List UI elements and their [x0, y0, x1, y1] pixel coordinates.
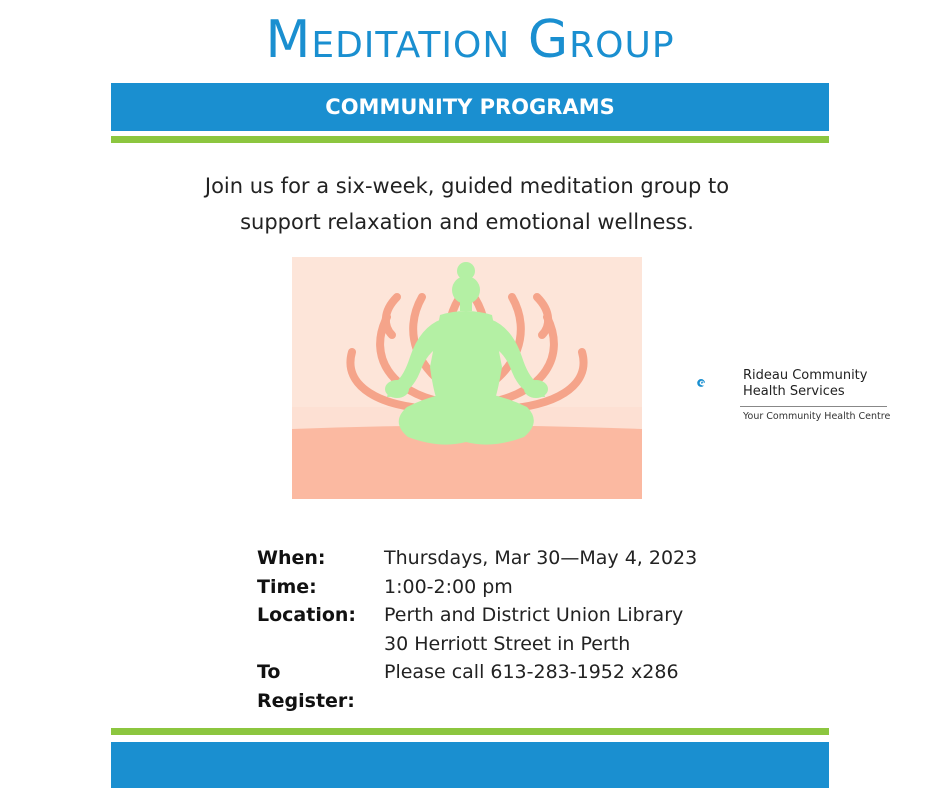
logo-name-line-1: Rideau Community: [743, 368, 868, 383]
bottom-blue-band: [111, 742, 829, 788]
meditation-illustration: [292, 257, 642, 499]
bottom-green-stripe: [111, 728, 829, 735]
top-green-stripe: [111, 136, 829, 143]
detail-label: Location:: [257, 604, 357, 626]
detail-row-location: [257, 601, 697, 630]
intro-text: [0, 168, 934, 240]
detail-value: Perth and District Union Library: [384, 604, 684, 626]
logo-tagline: Your Community Health Centre: [743, 411, 891, 422]
detail-value: 1:00-2:00 pm: [384, 575, 513, 598]
detail-label: When:: [257, 547, 326, 569]
detail-label: To Register:: [257, 661, 355, 712]
logo-divider: [740, 406, 887, 407]
detail-row-address: [257, 630, 697, 659]
detail-label: Time:: [257, 575, 317, 598]
detail-value: Thursdays, Mar 30—May 4, 2023: [384, 547, 698, 569]
logo-name-line-2: Health Services: [743, 384, 845, 399]
page-title: Meditation Group: [265, 10, 675, 70]
section-subtitle: COMMUNITY PROGRAMS: [325, 95, 615, 119]
intro-line-2: support relaxation and emotional wellness.: [240, 210, 694, 234]
detail-row-register: [257, 658, 697, 715]
detail-row-time: [257, 573, 697, 602]
intro-line-1: Join us for a six-week, guided meditation group to: [204, 174, 730, 198]
logo-name: [743, 368, 867, 400]
c-swirl-logo-icon: [697, 379, 705, 387]
rideau-logo: [697, 365, 737, 405]
detail-value: 30 Herriott Street in Perth: [384, 632, 631, 655]
event-details: [257, 544, 697, 715]
detail-row-when: [257, 544, 697, 573]
detail-value: Please call 613-283-1952 x286: [384, 661, 679, 683]
detail-label: [257, 630, 384, 659]
